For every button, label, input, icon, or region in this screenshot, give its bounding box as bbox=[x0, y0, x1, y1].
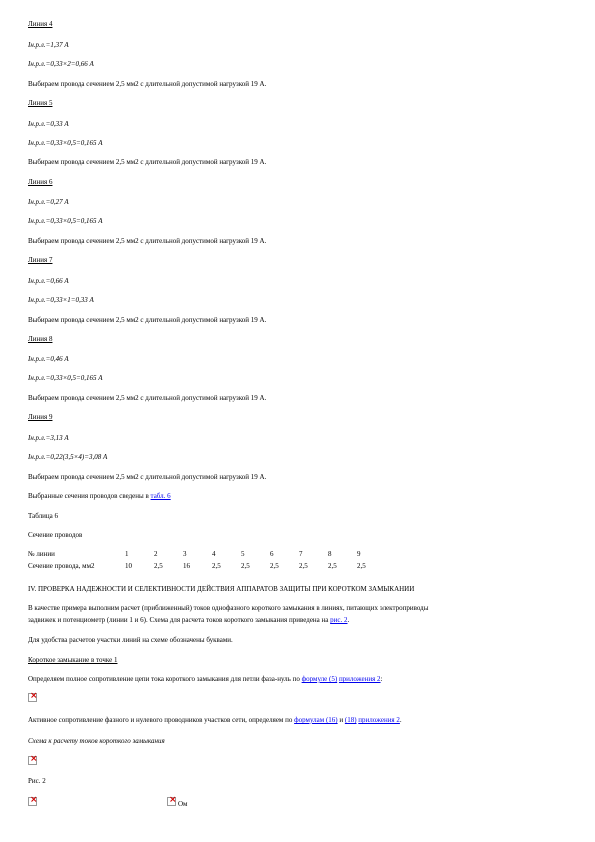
formulas-16-link[interactable]: формулам (16) bbox=[294, 716, 338, 724]
table-cell: № линии bbox=[28, 550, 55, 558]
table-6-link[interactable]: табл. 6 bbox=[150, 492, 171, 500]
table-cell: 4 bbox=[212, 550, 216, 558]
table-cell: 2,5 bbox=[357, 562, 366, 570]
table-cell: 8 bbox=[328, 550, 332, 558]
kz1-text: Определяем полное сопротивление цепи тока короткого замыкания для петли фаза-нуль по bbox=[28, 675, 302, 683]
table-cell: 2,5 bbox=[299, 562, 308, 570]
table-caption: Таблица 6 bbox=[28, 512, 58, 520]
paragraph: Выбираем провода сечением 2,5 мм2 с длительной допустимой нагрузкой 19 А. bbox=[28, 316, 267, 324]
summary-text: Выбранные сечения проводов сведены в bbox=[28, 492, 151, 500]
paragraph: Выбираем провода сечением 2,5 мм2 с длительной допустимой нагрузкой 19 А. bbox=[28, 237, 267, 245]
kz1-heading: Короткое замыкание в точке 1 bbox=[28, 656, 118, 664]
appendix-2-link[interactable]: приложения 2 bbox=[358, 716, 400, 724]
formula-line: Iн.р.л.=0,22(3,5×4)=3,08 А bbox=[28, 453, 108, 461]
table-cell: 3 bbox=[183, 550, 187, 558]
broken-image-icon bbox=[28, 693, 37, 702]
formula-line: Iн.р.л.=1,37 А bbox=[28, 41, 69, 49]
appendix-2-link[interactable]: приложения 2 bbox=[338, 675, 381, 683]
formula-line: Iн.р.л.=0,33×0,5=0,165 А bbox=[28, 374, 103, 382]
table-cell: 2,5 bbox=[154, 562, 163, 570]
table-cell: 10 bbox=[125, 562, 132, 570]
broken-image-icon bbox=[28, 756, 37, 765]
line-6-heading: Линия 6 bbox=[28, 178, 53, 186]
formula-line: Iн.р.л.=0,46 А bbox=[28, 355, 69, 363]
formula-5-link[interactable]: формуле (5) bbox=[301, 675, 338, 683]
table-cell: 2,5 bbox=[328, 562, 337, 570]
figure-2-link[interactable]: рис. 2 bbox=[330, 616, 348, 624]
formula-line: Iн.р.л.=0,33×2=0,66 А bbox=[28, 60, 94, 68]
table-cell: 5 bbox=[241, 550, 245, 558]
kz1-end: : bbox=[380, 675, 383, 683]
table-cell: 16 bbox=[183, 562, 190, 570]
intro-text: задвижек и потенциометр (линии 1 и 6). Схема для расчета токов короткого замыкания приведена на bbox=[28, 616, 331, 624]
active-text: Активное сопротивление фазного и нулевого проводников участков сети, определяем по bbox=[28, 716, 295, 724]
broken-image-icon bbox=[167, 797, 176, 806]
active-resistance-paragraph bbox=[28, 716, 402, 725]
table-cell: 1 bbox=[125, 550, 129, 558]
formula-line: Iн.р.л.=0,33×0,5=0,165 А bbox=[28, 217, 103, 225]
paragraph: Выбираем провода сечением 2,5 мм2 с длительной допустимой нагрузкой 19 А. bbox=[28, 473, 267, 481]
formula-line: Iн.р.л.=3,13 А bbox=[28, 434, 69, 442]
table-cell: Сечение провода, мм2 bbox=[28, 562, 95, 570]
formula-line: Iн.р.л.=0,33×0,5=0,165 А bbox=[28, 139, 103, 147]
kz1-paragraph bbox=[28, 675, 383, 684]
formula-line: Iн.р.л.=0,33×1=0,33 А bbox=[28, 296, 94, 304]
line-7-heading: Линия 7 bbox=[28, 256, 53, 264]
formula-18-link[interactable]: (18) bbox=[344, 716, 357, 724]
paragraph: Выбираем провода сечением 2,5 мм2 с длительной допустимой нагрузкой 19 А. bbox=[28, 394, 267, 402]
table-cell: 6 bbox=[270, 550, 274, 558]
formula-line: Iн.р.л.=0,66 А bbox=[28, 277, 69, 285]
intro-line-1: В качестве примера выполним расчет (приближенный) токов однофазного короткого замыкания в линиях, питающих электроприводы bbox=[28, 604, 429, 612]
table-cell: 7 bbox=[299, 550, 303, 558]
figure-caption: Рис. 2 bbox=[28, 777, 46, 785]
summary-paragraph bbox=[28, 492, 171, 501]
intro-line-2 bbox=[28, 616, 349, 625]
paragraph: Выбираем провода сечением 2,5 мм2 с длительной допустимой нагрузкой 19 А. bbox=[28, 80, 267, 88]
convenience-paragraph: Для удобства расчетов участки линий на схеме обозначены буквами. bbox=[28, 636, 233, 644]
table-cell: 2,5 bbox=[241, 562, 250, 570]
broken-image-icon bbox=[28, 797, 37, 806]
table-cell: 2,5 bbox=[212, 562, 221, 570]
paragraph: Выбираем провода сечением 2,5 мм2 с длительной допустимой нагрузкой 19 А. bbox=[28, 158, 267, 166]
section-title: IV. ПРОВЕРКА НАДЕЖНОСТИ И СЕЛЕКТИВНОСТИ ДЕЙСТВИЯ АППАРАТОВ ЗАЩИТЫ ПРИ КОРОТКОМ ЗАМЫКАНИИ bbox=[28, 585, 415, 593]
table-title: Сечение проводов bbox=[28, 531, 83, 539]
line-8-heading: Линия 8 bbox=[28, 335, 53, 343]
active-end: . bbox=[399, 716, 402, 724]
formula-line: Iн.р.л.=0,33 А bbox=[28, 120, 69, 128]
table-cell: 2,5 bbox=[270, 562, 279, 570]
line-9-heading: Линия 9 bbox=[28, 413, 53, 421]
scheme-caption: Схема к расчету токов короткого замыкания bbox=[28, 737, 165, 745]
table-cell: 2 bbox=[154, 550, 158, 558]
line-4-heading: Линия 4 bbox=[28, 20, 53, 28]
formula-line: Iн.р.л.=0,27 А bbox=[28, 198, 69, 206]
table-cell: 9 bbox=[357, 550, 361, 558]
line-5-heading: Линия 5 bbox=[28, 99, 53, 107]
ohm-unit: Ом bbox=[178, 800, 188, 808]
active-and: и bbox=[337, 716, 345, 724]
intro-end: . bbox=[347, 616, 350, 624]
